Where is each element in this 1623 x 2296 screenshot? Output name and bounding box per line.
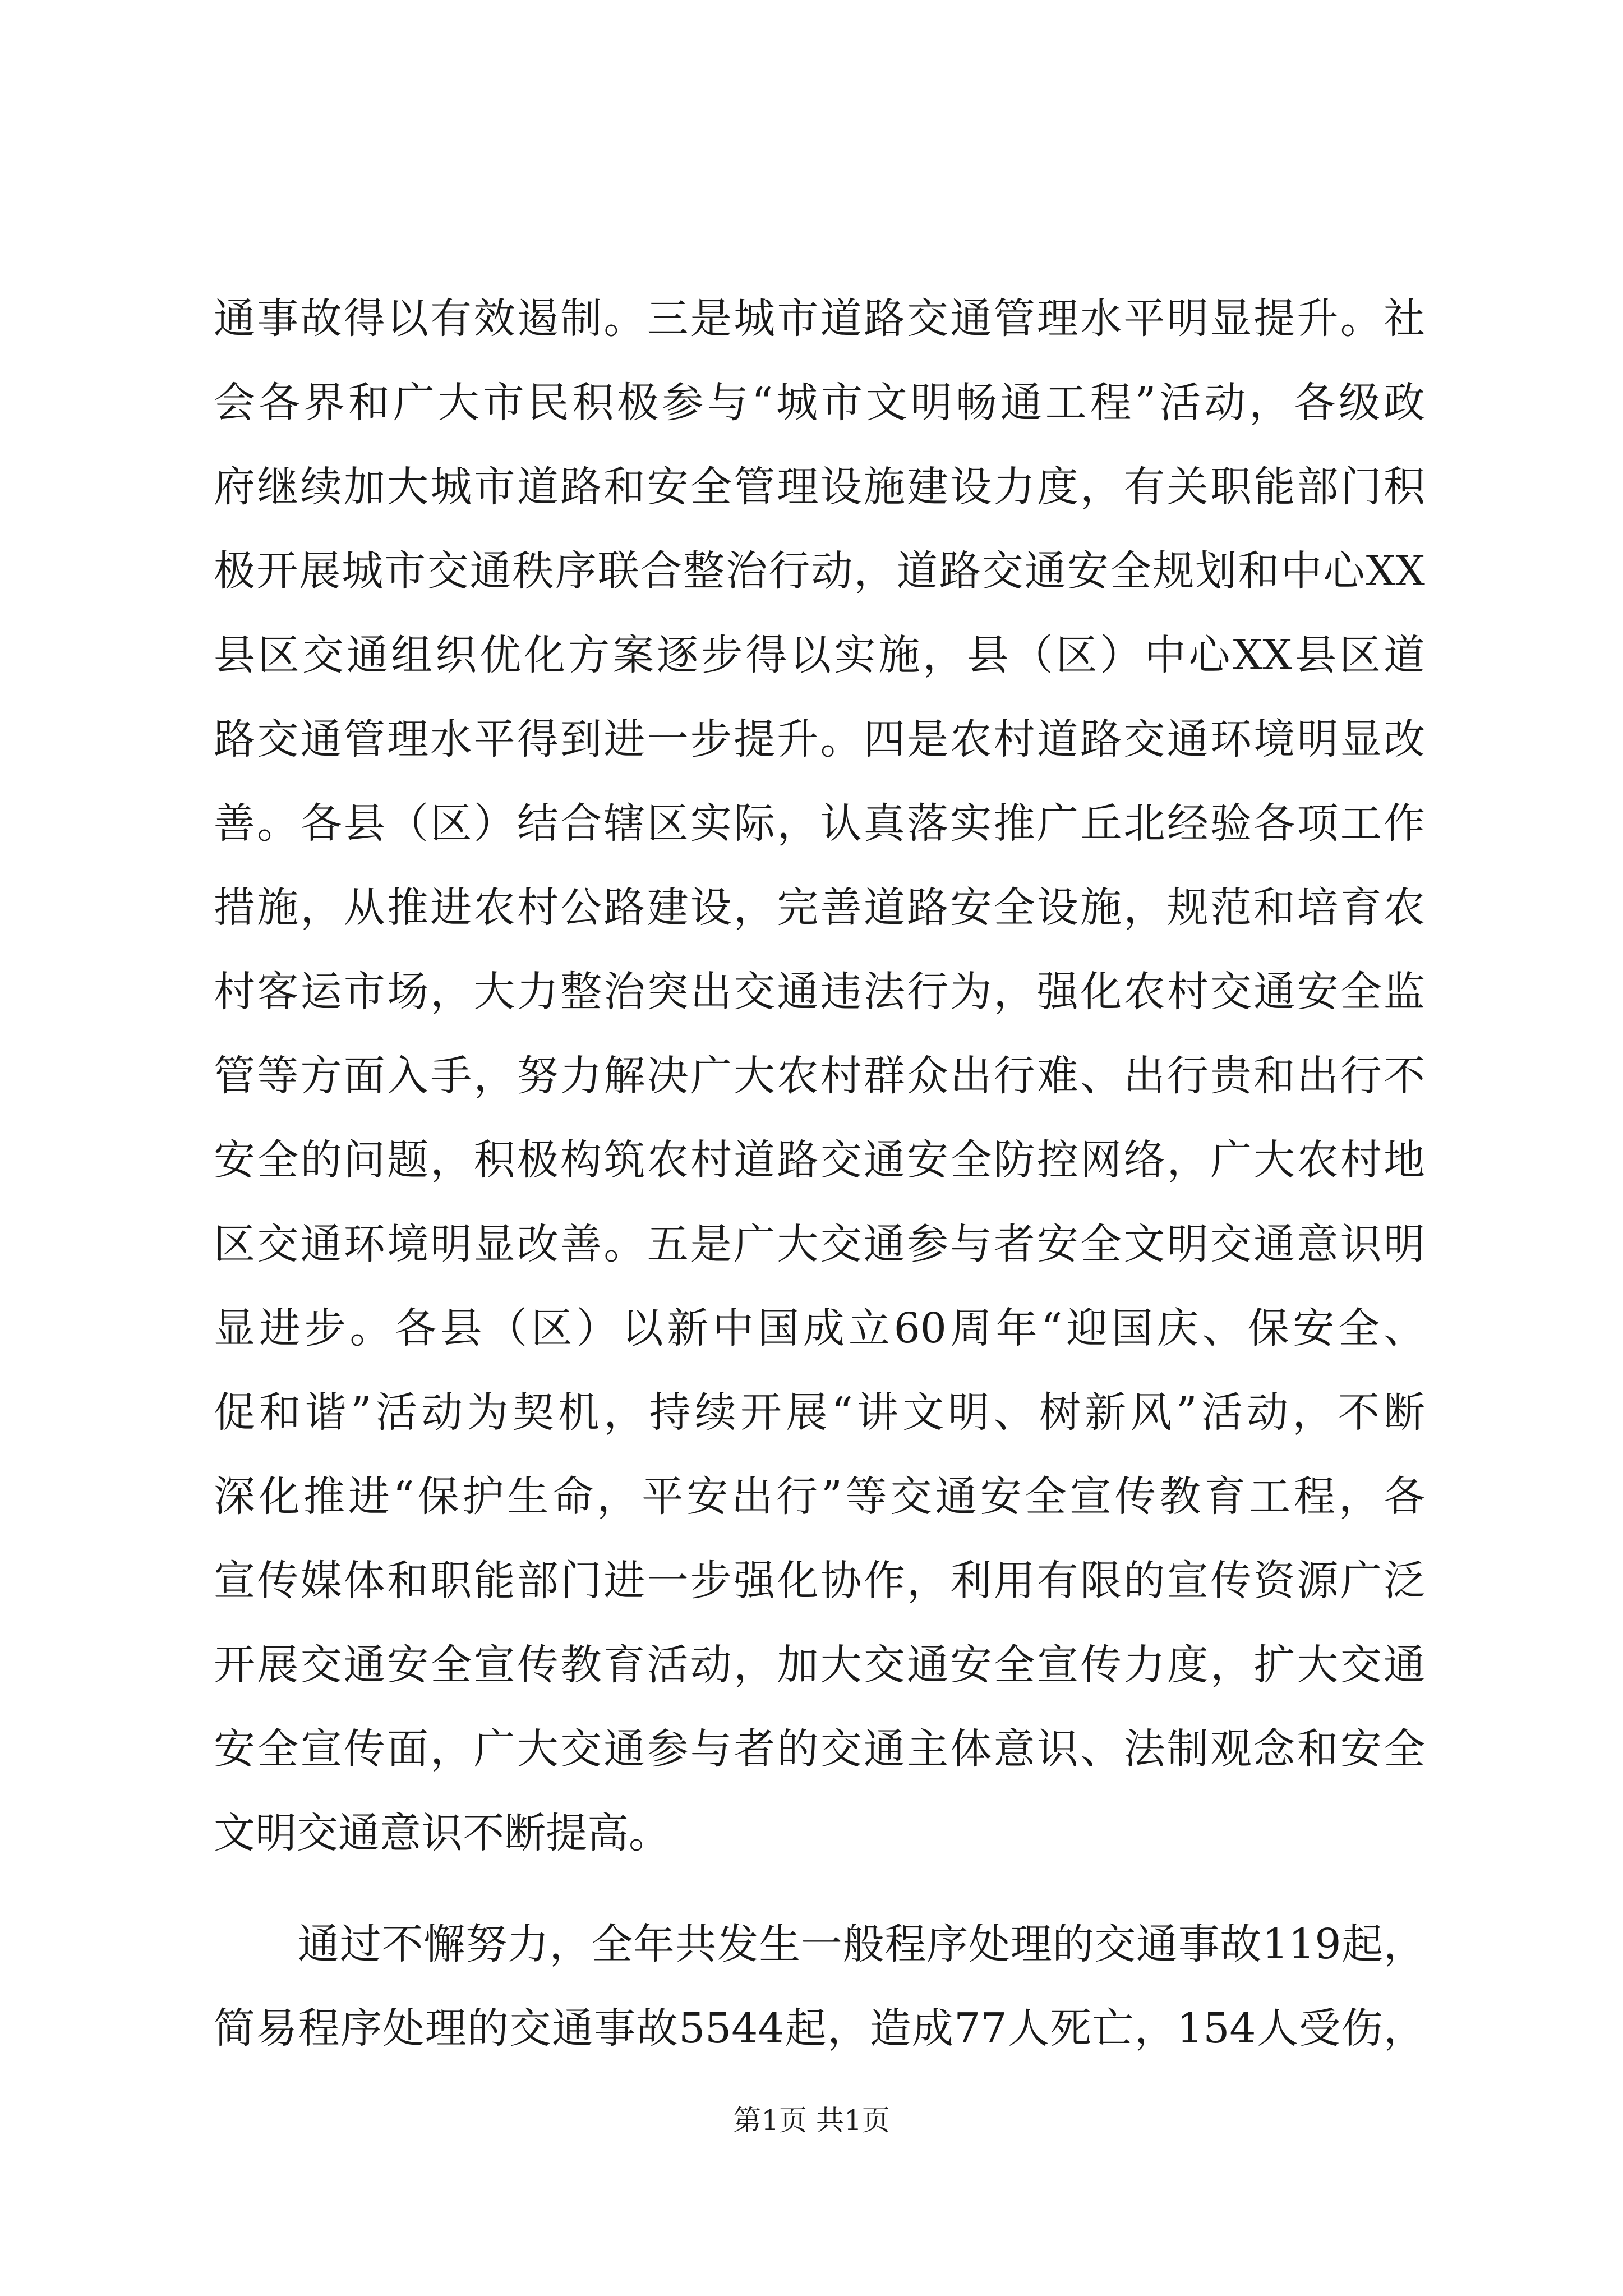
paragraph-gap — [214, 1875, 1425, 1902]
text-line: 村客运市场，大力整治突出交通违法行为，强化农村交通安全监 — [214, 968, 1425, 1016]
text-line: 深化推进“保护生命，平安出行”等交通安全宣传教育工程，各 — [214, 1473, 1425, 1521]
text-line: 会各界和广大市民积极参与“城市文明畅通工程”活动，各级政 — [214, 379, 1425, 427]
text-line: 简易程序处理的交通事故5544起，造成77人死亡，154人受伤， — [214, 2004, 1425, 2053]
text-line: 通事故得以有效遏制。三是城市道路交通管理水平明显提升。社 — [214, 295, 1425, 343]
text-line: 路交通管理水平得到进一步提升。四是农村道路交通环境明显改 — [214, 715, 1425, 763]
text-line: 开展交通安全宣传教育活动，加大交通安全宣传力度，扩大交通 — [214, 1641, 1425, 1689]
text-line: 安全的问题，积极构筑农村道路交通安全防控网络，广大农村地 — [214, 1136, 1425, 1184]
text-line: 措施，从推进农村公路建设，完善道路安全设施，规范和培育农 — [214, 884, 1425, 932]
page-number: 第1页 共1页 — [733, 2104, 890, 2137]
paragraph-2 — [214, 1902, 1425, 2070]
text-line: 管等方面入手，努力解决广大农村群众出行难、出行贵和出行不 — [214, 1052, 1425, 1100]
text-line: 极开展城市交通秩序联合整治行动，道路交通安全规划和中心XX — [214, 547, 1425, 595]
text-line: 宣传媒体和职能部门进一步强化协作，利用有限的宣传资源广泛 — [214, 1557, 1425, 1605]
text-line: 县区交通组织优化方案逐步得以实施，县（区）中心XX县区道 — [214, 631, 1425, 679]
page-footer — [0, 2104, 1623, 2137]
text-line: 安全宣传面，广大交通参与者的交通主体意识、法制观念和安全 — [214, 1725, 1425, 1773]
paragraph-1 — [214, 277, 1425, 1875]
text-line: 通过不懈努力，全年共发生一般程序处理的交通事故119起， — [298, 1920, 1425, 1968]
text-line: 促和谐”活动为契机，持续开展“讲文明、树新风”活动，不断 — [214, 1388, 1425, 1437]
document-body — [214, 277, 1425, 2070]
text-line: 区交通环境明显改善。五是广大交通参与者安全文明交通意识明 — [214, 1220, 1425, 1268]
text-line: 显进步。各县（区）以新中国成立60周年“迎国庆、保安全、 — [214, 1304, 1425, 1352]
text-line: 府继续加大城市道路和安全管理设施建设力度，有关职能部门积 — [214, 463, 1425, 511]
text-line: 善。各县（区）结合辖区实际，认真落实推广丘北经验各项工作 — [214, 799, 1425, 848]
text-line: 文明交通意识不断提高。 — [214, 1809, 670, 1857]
